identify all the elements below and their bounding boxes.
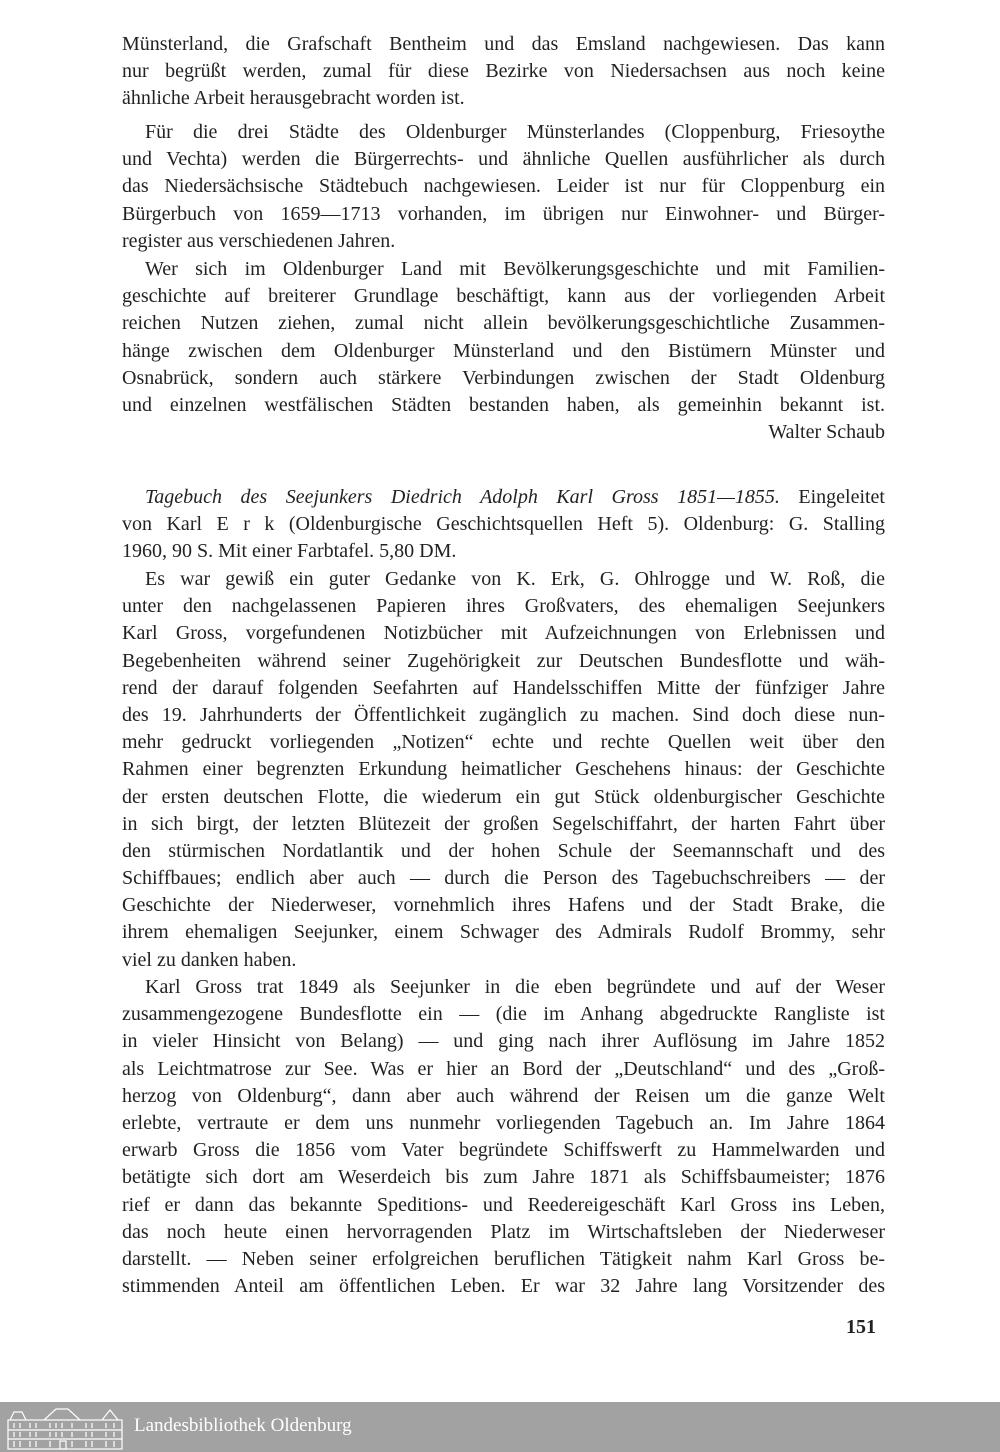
text-line: Münsterland, die Grafschaft Bentheim und das Emsland nachgewiesen. Das kann [122,33,885,55]
text-line: und einzelnen westfälischen Städten bestanden haben, als gemeinhin bekannt ist. [122,393,885,416]
paragraph [122,31,885,113]
text-line: Osnabrück, sondern auch stärkere Verbindungen zwischen der Stadt Oldenburg [122,366,885,389]
text-line: viel zu danken haben. [122,948,297,971]
paragraph [122,256,885,419]
book-title: Tagebuch des Seejunkers Diedrich Adolph Karl Gross 1851—1855. [145,486,780,508]
page-number: 151 [846,1316,876,1338]
text-line: Bürgerbuch von 1659—1713 vorhanden, im übrigen nur Einwohner- und Bürger- [122,202,885,225]
review-heading-line: von Karl E r k (Oldenburgische Geschichtsquellen Heft 5). Oldenburg: G. Stalling [122,513,885,536]
text-line: hänge zwischen dem Oldenburger Münsterland und den Bistümern Münster und [122,339,885,362]
text-line: geschichte auf breiterer Grundlage beschäftigt, kann aus der vorliegenden Arbeit [122,285,885,308]
review-signature [122,419,885,446]
text-line: stimmenden Anteil am öffentlichen Leben. Er war 32 Jahre lang Vorsitzender des [122,1275,885,1298]
paragraph [122,566,885,974]
paragraph [122,974,885,1300]
text-line: Es war gewiß ein guter Gedanke von K. Erk, G. Ohlrogge und W. Roß, die [145,568,885,590]
text-line: ihrem ehemaligen Seejunker, einem Schwager des Admirals Rudolf Brommy, sehr [122,921,885,944]
text-line: darstellt. — Neben seiner erfolgreichen beruflichen Tätigkeit nahm Karl Gross be- [122,1247,885,1270]
text-line: Schiffbaues; endlich aber auch — durch die Person des Tagebuchschreibers — der [122,867,885,890]
text-line: Karl Gross, vorgefundenen Notizbücher mit Aufzeichnungen von Erlebnissen und [122,622,885,645]
library-footer [0,1402,1000,1452]
text-line: nur begrüßt werden, zumal für diese Bezirke von Niedersachsen aus noch keine [122,60,885,83]
review-heading [122,484,885,566]
text-line: erlebte, vertraute er dem uns nunmehr vorliegenden Tagebuch an. Im Jahre 1864 [122,1111,885,1134]
review-heading-line [122,484,885,511]
library-building-logo-icon [6,1406,124,1450]
text-line: reichen Nutzen ziehen, zumal nicht allein bevölkerungsgeschichtliche Zusammen- [122,312,885,335]
text-line: rief er dann das bekannte Speditions- und Reedereigeschäft Karl Gross ins Leben, [122,1193,885,1216]
text-line: betätigte sich dort am Weserdeich bis zum Jahre 1871 als Schiffsbaumeister; 1876 [122,1166,885,1189]
text-line: in vieler Hinsicht von Belang) — und ging nach ihrer Auflösung im Jahre 1852 [122,1030,885,1053]
paragraph [122,119,885,255]
text-line: Rahmen einer begrenzten Erkundung heimatlicher Geschehens hinaus: der Geschichte [122,758,885,781]
text-line: das Niedersächsische Städtebuch nachgewiesen. Leider ist nur für Cloppenburg ein [122,175,885,198]
text-line: Begebenheiten während seiner Zugehörigkeit zur Deutschen Bundesflotte und wäh- [122,649,885,672]
text-line: herzog von Oldenburg“, dann aber auch während der Reisen um die ganze Welt [122,1084,885,1107]
review-heading-line: 1960, 90 S. Mit einer Farbtafel. 5,80 DM. [122,540,457,563]
library-name: Landesbibliothek Oldenburg [134,1415,352,1436]
text-line: Für die drei Städte des Oldenburger Münsterlandes (Cloppenburg, Friesoythe [145,121,885,143]
text-line: das noch heute einen hervorragenden Platz im Wirtschaftsleben der Niederweser [122,1220,885,1243]
text-line: des 19. Jahrhunderts der Öffentlichkeit zugänglich zu machen. Sind doch diese nun- [122,703,885,726]
text-line: unter den nachgelassenen Papieren ihres Großvaters, des ehemaligen Seejunkers [122,595,885,618]
text-line: mehr gedruckt vorliegenden „Notizen“ echte und rechte Quellen weit über den [122,731,885,754]
book-editor-prefix: Eingeleitet [779,486,885,508]
text-line: Karl Gross trat 1849 als Seejunker in die eben begründete und auf der Weser [145,976,885,998]
text-line: ähnliche Arbeit herausgebracht worden ist. [122,87,465,110]
text-line: Wer sich im Oldenburger Land mit Bevölkerungsgeschichte und mit Familien- [145,258,885,280]
signature-name: Walter Schaub [768,421,885,443]
text-line: den stürmischen Nordatlantik und der hohen Schule der Seemannschaft und des [122,839,885,862]
text-line: zusammengezogene Bundesflotte ein — (die im Anhang abgedruckte Rangliste ist [122,1003,885,1026]
text-line: Geschichte der Niederweser, vornehmlich ihres Hafens und der Stadt Brake, die [122,894,885,917]
text-line: und Vechta) werden die Bürgerrechts- und ähnliche Quellen ausführlicher als durch [122,148,885,171]
text-line: register aus verschiedenen Jahren. [122,229,396,252]
text-line: der ersten deutschen Flotte, die wiederum ein gut Stück oldenburgischer Geschichte [122,785,885,808]
text-line: in sich birgt, der letzten Blütezeit der großen Segelschiffahrt, der harten Fahrt über [122,812,885,835]
text-line: erwarb Gross die 1856 vom Vater begründete Schiffswerft zu Hammelwarden und [122,1139,885,1162]
text-line: rend der darauf folgenden Seefahrten auf Handelsschiffen Mitte der fünfziger Jahre [122,676,885,699]
text-line: als Leichtmatrose zur See. Was er hier an Bord der „Deutschland“ und des „Groß- [122,1057,885,1080]
